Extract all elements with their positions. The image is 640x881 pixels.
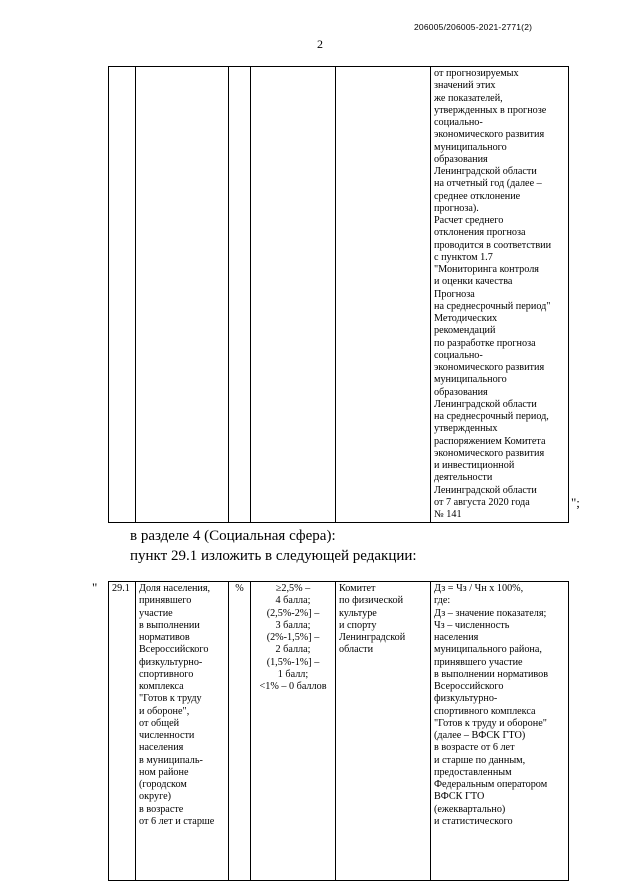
document-id: 206005/206005-2021-2771(2)	[414, 22, 533, 32]
table-row	[109, 582, 569, 881]
closing-quote-mark: ";	[571, 495, 580, 510]
unit-of-measure: %	[229, 582, 251, 881]
table-cell	[229, 67, 251, 523]
indicator-name: Доля населения, принявшего участие в выполнении нормативов Всероссийского физкультурно- спортивного комплекса "Готов к труду и обороне", от общей численности населения в муниципаль- ном районе (городском округе) в возрасте от 6 лет и старше	[136, 582, 229, 881]
responsible-body: Комитет по физической культуре и спорту Ленинградской области	[336, 582, 431, 881]
table-cell	[109, 67, 136, 523]
amendment-instruction: пункт 29.1 изложить в следующей редакции:	[130, 548, 417, 564]
section-reference: в разделе 4 (Социальная сфера):	[130, 528, 336, 544]
scoring-scale: ≥2,5% – 4 балла; (2,5%-2%] – 3 балла; (2%-1,5%] – 2 балла; (1,5%-1%] – 1 балл; <1% – 0 баллов	[251, 582, 336, 881]
indicator-table-29-1	[108, 581, 569, 881]
opening-quote-mark: "	[92, 580, 98, 595]
row-number: 29.1	[109, 582, 136, 881]
table-row	[109, 67, 569, 523]
table-cell	[336, 67, 431, 523]
indicator-table-continued	[108, 66, 569, 523]
calculation-method: Дз = Чз / Чн х 100%, где: Дз – значение показателя; Чз – численность населения муниципального района, принявшего участие в выполнении нормативов Всероссийского физкультурно- спортивного комплекса "Готов к труду и обороне" (далее – ВФСК ГТО) в возрасте от 6 лет и старше по данным, предоставленным Федеральным оператором ВФСК ГТО (ежеквартально) и статистического	[431, 582, 569, 881]
calculation-method-text: от прогнозируемых значений этих же показателей, утвержденных в прогнозе социально- экономического развития муниципального образования Ленинградской области на отчетный год (далее – среднее отклонение прогноза). Расчет среднего отклонения прогноза проводится в соответствии с пунктом 1.7 "Мониторинга контроля и оценки качества Прогноза на среднесрочный период" Методических рекомендаций по разработке прогноза социально- экономического развития муниципального образования Ленинградской области на среднесрочный период, утвержденных распоряжением Комитета экономического развития и инвестиционной деятельности Ленинградской области от 7 августа 2020 года № 141	[431, 67, 569, 523]
table-cell	[136, 67, 229, 523]
page-number: 2	[317, 37, 323, 51]
table-cell	[251, 67, 336, 523]
